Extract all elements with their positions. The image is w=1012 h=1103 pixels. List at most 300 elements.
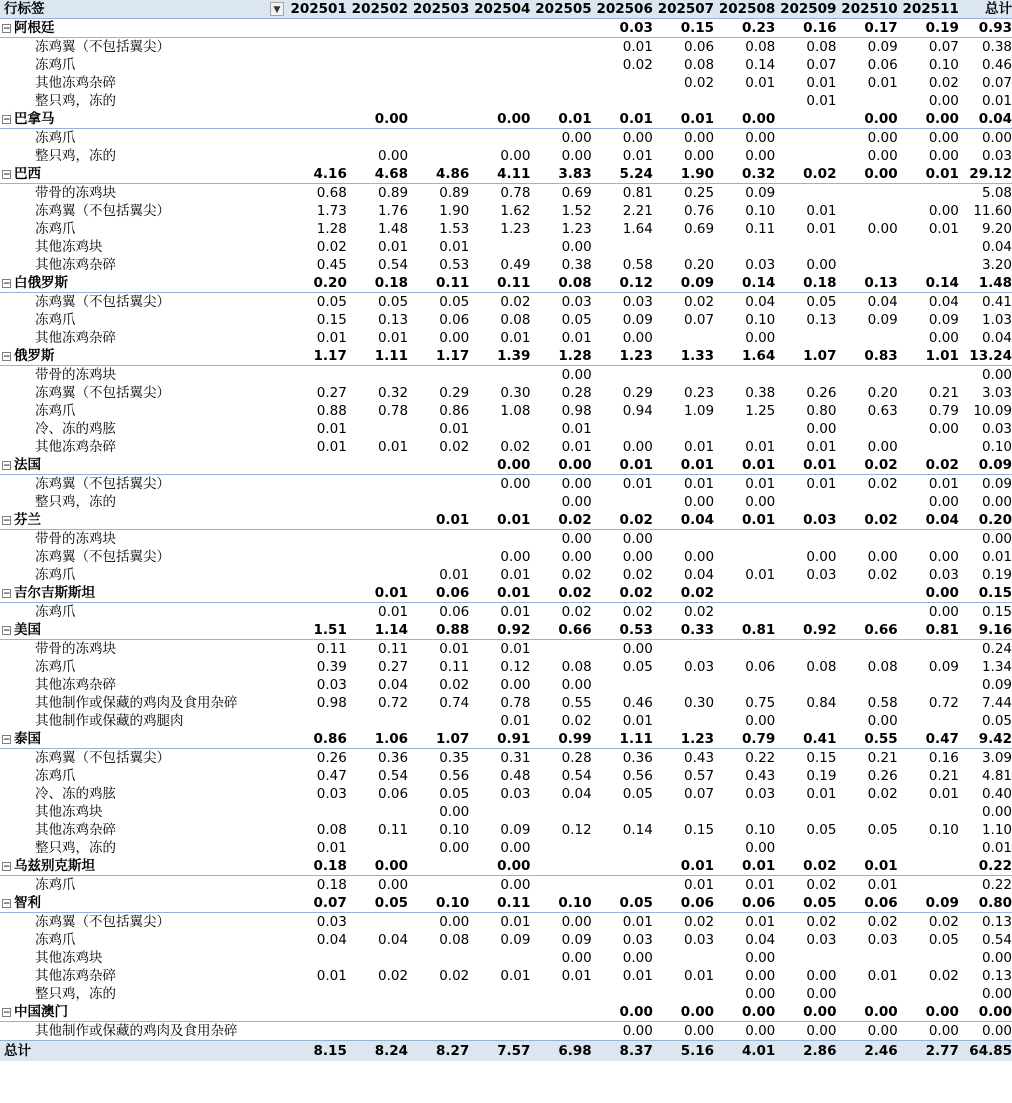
value-cell[interactable]: 0.06 (377, 786, 409, 802)
value-cell[interactable] (898, 985, 959, 1003)
value-cell[interactable]: 0.06 (867, 57, 898, 73)
value-cell[interactable]: 0.03 (867, 932, 898, 948)
group-value-cell[interactable]: 0.04 (898, 511, 959, 530)
value-cell[interactable]: 0.00 (622, 531, 653, 547)
group-value-cell[interactable] (408, 110, 469, 129)
value-cell[interactable]: 0.00 (928, 93, 959, 109)
value-cell[interactable]: 0.36 (377, 750, 409, 766)
group-value-cell[interactable]: 0.88 (408, 621, 469, 640)
group-value-cell[interactable]: 0.08 (530, 274, 591, 293)
grand-total-cell[interactable]: 4.01 (714, 1041, 775, 1062)
group-value-cell[interactable] (286, 584, 347, 603)
value-cell[interactable]: 0.01 (806, 476, 837, 492)
value-cell[interactable]: 0.02 (867, 914, 898, 930)
value-cell[interactable]: 0.02 (561, 567, 592, 583)
value-cell[interactable]: 0.08 (561, 659, 592, 675)
value-cell[interactable]: 0.35 (439, 750, 470, 766)
group-value-cell[interactable]: 0.86 (286, 730, 347, 749)
value-cell[interactable] (347, 129, 408, 148)
group-value-cell[interactable] (714, 584, 775, 603)
group-value-cell[interactable]: 0.00 (836, 1003, 897, 1022)
value-cell[interactable] (408, 493, 469, 511)
value-cell[interactable]: 0.01 (439, 567, 470, 583)
value-cell[interactable]: 0.01 (500, 330, 531, 346)
value-cell[interactable]: 0.00 (377, 148, 409, 164)
value-cell[interactable]: 0.27 (316, 385, 347, 401)
value-cell[interactable]: 0.10 (745, 822, 776, 838)
value-cell[interactable]: 1.09 (684, 403, 715, 419)
value-cell[interactable]: 0.02 (439, 968, 470, 984)
group-value-cell[interactable]: 0.01 (653, 456, 714, 475)
country-label-cell[interactable] (0, 456, 286, 475)
value-cell[interactable]: 0.00 (561, 549, 592, 565)
group-value-cell[interactable]: 0.00 (714, 110, 775, 129)
value-cell[interactable]: 0.78 (377, 403, 409, 419)
group-value-cell[interactable]: 0.80 (959, 894, 1012, 913)
value-cell[interactable]: 0.27 (377, 659, 409, 675)
value-cell[interactable]: 0.78 (500, 695, 531, 711)
group-value-cell[interactable]: 1.11 (592, 730, 653, 749)
group-value-cell[interactable]: 0.01 (714, 456, 775, 475)
value-cell[interactable]: 0.03 (981, 148, 1012, 164)
group-value-cell[interactable] (286, 456, 347, 475)
value-cell[interactable]: 0.00 (981, 950, 1012, 966)
value-cell[interactable] (775, 530, 836, 549)
product-name[interactable]: 其他冻鸡杂碎 (35, 330, 116, 346)
group-value-cell[interactable]: 0.06 (408, 584, 469, 603)
value-cell[interactable] (836, 329, 897, 347)
value-cell[interactable]: 0.13 (981, 968, 1012, 984)
country-label-cell[interactable] (0, 857, 286, 876)
value-cell[interactable]: 0.03 (561, 294, 592, 310)
value-cell[interactable]: 1.08 (500, 403, 531, 419)
value-cell[interactable] (530, 803, 591, 821)
value-cell[interactable] (775, 184, 836, 203)
group-value-cell[interactable] (286, 19, 347, 38)
group-value-cell[interactable]: 0.01 (775, 456, 836, 475)
value-cell[interactable]: 0.01 (806, 93, 837, 109)
product-name[interactable]: 冻鸡爪 (35, 403, 76, 419)
month-header[interactable]: 202507 (653, 0, 714, 19)
group-value-cell[interactable]: 0.20 (286, 274, 347, 293)
value-cell[interactable]: 0.01 (806, 439, 837, 455)
group-value-cell[interactable]: 0.09 (898, 894, 959, 913)
group-value-cell[interactable]: 1.14 (347, 621, 408, 640)
value-cell[interactable] (530, 38, 591, 57)
value-cell[interactable] (408, 366, 469, 385)
value-cell[interactable]: 0.00 (981, 367, 1012, 383)
value-cell[interactable]: 0.72 (377, 695, 409, 711)
value-cell[interactable]: 0.05 (622, 786, 653, 802)
group-value-cell[interactable]: 0.02 (530, 511, 591, 530)
value-cell[interactable]: 0.00 (806, 421, 837, 437)
group-value-cell[interactable] (347, 456, 408, 475)
value-cell[interactable]: 0.01 (806, 786, 837, 802)
value-cell[interactable]: 0.02 (684, 604, 715, 620)
value-cell[interactable]: 0.09 (981, 476, 1012, 492)
value-cell[interactable] (775, 603, 836, 622)
value-cell[interactable]: 0.01 (622, 713, 653, 729)
value-cell[interactable] (408, 38, 469, 57)
value-cell[interactable] (592, 803, 653, 821)
value-cell[interactable] (653, 803, 714, 821)
value-cell[interactable]: 0.00 (928, 130, 959, 146)
country-label-cell[interactable] (0, 894, 286, 913)
value-cell[interactable] (286, 147, 347, 165)
product-name[interactable]: 带骨的冻鸡块 (35, 185, 116, 201)
value-cell[interactable]: 0.09 (561, 932, 592, 948)
value-cell[interactable]: 0.01 (867, 75, 898, 91)
group-value-cell[interactable]: 1.33 (653, 347, 714, 366)
group-value-cell[interactable]: 0.02 (653, 584, 714, 603)
value-cell[interactable]: 0.00 (684, 148, 715, 164)
value-cell[interactable] (775, 329, 836, 347)
group-value-cell[interactable] (530, 857, 591, 876)
value-cell[interactable]: 0.00 (928, 494, 959, 510)
value-cell[interactable] (408, 74, 469, 92)
group-value-cell[interactable]: 0.02 (775, 165, 836, 184)
value-cell[interactable]: 0.72 (928, 695, 959, 711)
group-value-cell[interactable] (469, 19, 530, 38)
value-cell[interactable] (408, 147, 469, 165)
row-label-header[interactable] (0, 0, 286, 19)
collapse-minus-icon[interactable]: − (3, 352, 11, 362)
value-cell[interactable] (347, 803, 408, 821)
value-cell[interactable]: 0.14 (745, 57, 776, 73)
value-cell[interactable] (898, 530, 959, 549)
value-cell[interactable] (286, 366, 347, 385)
group-value-cell[interactable]: 0.01 (836, 857, 897, 876)
value-cell[interactable]: 0.03 (316, 786, 347, 802)
value-cell[interactable]: 1.64 (622, 221, 653, 237)
value-cell[interactable] (286, 530, 347, 549)
group-value-cell[interactable]: 0.05 (347, 894, 408, 913)
value-cell[interactable] (592, 839, 653, 857)
value-cell[interactable]: 0.05 (981, 713, 1012, 729)
value-cell[interactable]: 0.00 (500, 677, 531, 693)
group-value-cell[interactable]: 0.00 (898, 1003, 959, 1022)
group-value-cell[interactable]: 0.12 (592, 274, 653, 293)
value-cell[interactable]: 0.18 (316, 877, 347, 893)
value-cell[interactable]: 0.56 (622, 768, 653, 784)
value-cell[interactable] (775, 129, 836, 148)
value-cell[interactable]: 0.98 (316, 695, 347, 711)
value-cell[interactable]: 0.01 (500, 968, 531, 984)
grand-total-cell[interactable]: 8.15 (286, 1041, 347, 1062)
value-cell[interactable]: 0.00 (806, 257, 837, 273)
value-cell[interactable] (469, 129, 530, 148)
product-name[interactable]: 其他冻鸡杂碎 (35, 822, 116, 838)
value-cell[interactable] (347, 366, 408, 385)
value-cell[interactable] (469, 366, 530, 385)
value-cell[interactable]: 0.89 (439, 185, 470, 201)
value-cell[interactable]: 0.00 (439, 330, 470, 346)
product-name[interactable]: 冻鸡爪 (35, 57, 76, 73)
value-cell[interactable] (653, 985, 714, 1003)
group-value-cell[interactable]: 0.06 (714, 894, 775, 913)
value-cell[interactable] (898, 640, 959, 659)
group-value-cell[interactable]: 0.00 (347, 110, 408, 129)
value-cell[interactable]: 0.00 (561, 494, 592, 510)
group-value-cell[interactable] (408, 19, 469, 38)
group-value-cell[interactable] (592, 857, 653, 876)
collapse-minus-icon[interactable]: − (3, 115, 11, 125)
value-cell[interactable]: 0.07 (806, 57, 837, 73)
value-cell[interactable] (898, 438, 959, 456)
group-value-cell[interactable]: 0.00 (653, 1003, 714, 1022)
value-cell[interactable] (714, 676, 775, 694)
value-cell[interactable] (408, 129, 469, 148)
group-value-cell[interactable] (898, 857, 959, 876)
value-cell[interactable] (775, 803, 836, 821)
group-value-cell[interactable]: 0.02 (592, 584, 653, 603)
value-cell[interactable] (898, 876, 959, 895)
value-cell[interactable]: 0.81 (622, 185, 653, 201)
group-value-cell[interactable]: 0.02 (836, 456, 897, 475)
value-cell[interactable] (898, 366, 959, 385)
value-cell[interactable]: 7.44 (981, 695, 1012, 711)
month-header[interactable]: 202505 (530, 0, 591, 19)
group-value-cell[interactable]: 9.16 (959, 621, 1012, 640)
value-cell[interactable]: 0.00 (981, 804, 1012, 820)
value-cell[interactable] (408, 56, 469, 74)
value-cell[interactable] (347, 74, 408, 92)
value-cell[interactable]: 0.00 (928, 148, 959, 164)
value-cell[interactable]: 0.03 (981, 421, 1012, 437)
value-cell[interactable]: 0.00 (561, 239, 592, 255)
value-cell[interactable]: 0.06 (439, 312, 470, 328)
value-cell[interactable]: 0.10 (745, 203, 776, 219)
value-cell[interactable]: 0.01 (928, 221, 959, 237)
value-cell[interactable] (592, 92, 653, 110)
value-cell[interactable] (286, 985, 347, 1003)
value-cell[interactable]: 0.24 (981, 641, 1012, 657)
collapse-minus-icon[interactable]: − (3, 461, 11, 471)
value-cell[interactable] (286, 803, 347, 821)
value-cell[interactable]: 0.88 (316, 403, 347, 419)
group-value-cell[interactable]: 0.93 (959, 19, 1012, 38)
group-value-cell[interactable]: 0.47 (898, 730, 959, 749)
value-cell[interactable] (775, 712, 836, 730)
value-cell[interactable]: 0.09 (622, 312, 653, 328)
group-value-cell[interactable]: 0.55 (836, 730, 897, 749)
value-cell[interactable] (530, 985, 591, 1003)
value-cell[interactable]: 3.03 (981, 385, 1012, 401)
group-value-cell[interactable]: 0.09 (653, 274, 714, 293)
value-cell[interactable] (347, 566, 408, 584)
value-cell[interactable]: 0.01 (561, 968, 592, 984)
value-cell[interactable]: 0.15 (316, 312, 347, 328)
value-cell[interactable]: 0.00 (806, 986, 837, 1002)
value-cell[interactable]: 0.13 (377, 312, 409, 328)
product-name[interactable]: 其他冻鸡块 (35, 239, 103, 255)
value-cell[interactable] (286, 548, 347, 566)
value-cell[interactable]: 0.02 (622, 567, 653, 583)
group-value-cell[interactable]: 0.33 (653, 621, 714, 640)
value-cell[interactable]: 3.09 (981, 750, 1012, 766)
value-cell[interactable] (592, 366, 653, 385)
value-cell[interactable]: 0.01 (561, 421, 592, 437)
group-value-cell[interactable]: 3.83 (530, 165, 591, 184)
country-label-cell[interactable] (0, 19, 286, 38)
value-cell[interactable]: 0.02 (500, 439, 531, 455)
value-cell[interactable]: 0.26 (316, 750, 347, 766)
value-cell[interactable]: 0.00 (684, 494, 715, 510)
value-cell[interactable]: 1.76 (377, 203, 409, 219)
product-name[interactable]: 冻鸡翼（不包括翼尖） (35, 385, 170, 401)
value-cell[interactable]: 0.00 (745, 494, 776, 510)
value-cell[interactable]: 0.05 (439, 294, 470, 310)
value-cell[interactable]: 0.10 (745, 312, 776, 328)
value-cell[interactable]: 1.10 (981, 822, 1012, 838)
group-value-cell[interactable]: 0.01 (653, 857, 714, 876)
group-value-cell[interactable]: 1.11 (347, 347, 408, 366)
group-value-cell[interactable]: 0.01 (347, 584, 408, 603)
product-name[interactable]: 其他冻鸡杂碎 (35, 75, 116, 91)
value-cell[interactable]: 0.08 (806, 39, 837, 55)
value-cell[interactable]: 0.00 (500, 476, 531, 492)
month-header[interactable]: 202506 (592, 0, 653, 19)
group-value-cell[interactable]: 0.00 (714, 1003, 775, 1022)
value-cell[interactable] (347, 475, 408, 494)
collapse-minus-icon[interactable]: − (3, 24, 11, 34)
group-value-cell[interactable]: 1.64 (714, 347, 775, 366)
group-value-cell[interactable]: 0.05 (775, 894, 836, 913)
value-cell[interactable]: 0.01 (377, 239, 409, 255)
group-value-cell[interactable]: 1.90 (653, 165, 714, 184)
group-value-cell[interactable]: 0.17 (836, 19, 897, 38)
value-cell[interactable]: 0.01 (439, 641, 470, 657)
group-value-cell[interactable]: 5.24 (592, 165, 653, 184)
product-name[interactable]: 冻鸡翼（不包括翼尖） (35, 476, 170, 492)
country-label-cell[interactable] (0, 621, 286, 640)
country-label-cell[interactable] (0, 274, 286, 293)
group-value-cell[interactable]: 29.12 (959, 165, 1012, 184)
value-cell[interactable]: 0.03 (745, 257, 776, 273)
value-cell[interactable]: 0.00 (745, 968, 776, 984)
value-cell[interactable]: 0.00 (745, 950, 776, 966)
value-cell[interactable] (469, 74, 530, 92)
value-cell[interactable]: 0.01 (377, 330, 409, 346)
value-cell[interactable]: 0.01 (500, 914, 531, 930)
value-cell[interactable]: 0.06 (684, 39, 715, 55)
value-cell[interactable]: 0.01 (684, 968, 715, 984)
country-label-cell[interactable] (0, 110, 286, 129)
value-cell[interactable] (347, 56, 408, 74)
value-cell[interactable] (286, 74, 347, 92)
group-value-cell[interactable]: 0.00 (469, 456, 530, 475)
value-cell[interactable] (347, 839, 408, 857)
grand-total-cell[interactable]: 5.16 (653, 1041, 714, 1062)
value-cell[interactable]: 0.98 (561, 403, 592, 419)
value-cell[interactable]: 0.31 (500, 750, 531, 766)
value-cell[interactable]: 0.09 (867, 39, 898, 55)
value-cell[interactable] (286, 129, 347, 148)
value-cell[interactable]: 0.26 (867, 768, 898, 784)
value-cell[interactable]: 0.02 (561, 604, 592, 620)
value-cell[interactable]: 0.03 (500, 786, 531, 802)
value-cell[interactable]: 0.06 (745, 659, 776, 675)
value-cell[interactable]: 0.09 (867, 312, 898, 328)
value-cell[interactable]: 0.01 (500, 713, 531, 729)
collapse-minus-icon[interactable]: − (3, 516, 11, 526)
product-name[interactable]: 冻鸡翼（不包括翼尖） (35, 914, 170, 930)
value-cell[interactable]: 1.62 (500, 203, 531, 219)
value-cell[interactable]: 0.47 (316, 768, 347, 784)
group-value-cell[interactable]: 0.14 (714, 274, 775, 293)
value-cell[interactable]: 0.11 (745, 221, 776, 237)
group-value-cell[interactable]: 0.02 (836, 511, 897, 530)
value-cell[interactable] (286, 566, 347, 584)
value-cell[interactable]: 0.75 (745, 695, 776, 711)
value-cell[interactable]: 0.01 (806, 221, 837, 237)
value-cell[interactable]: 0.54 (377, 768, 409, 784)
value-cell[interactable]: 0.00 (867, 439, 898, 455)
value-cell[interactable]: 0.11 (439, 659, 470, 675)
value-cell[interactable]: 0.00 (981, 986, 1012, 1002)
value-cell[interactable] (775, 238, 836, 256)
value-cell[interactable]: 0.00 (561, 914, 592, 930)
group-value-cell[interactable]: 0.00 (898, 584, 959, 603)
country-label-cell[interactable] (0, 347, 286, 366)
value-cell[interactable] (836, 839, 897, 857)
value-cell[interactable]: 0.00 (745, 840, 776, 856)
product-name[interactable]: 冻鸡爪 (35, 567, 76, 583)
value-cell[interactable] (898, 676, 959, 694)
value-cell[interactable]: 0.48 (500, 768, 531, 784)
product-name[interactable]: 其他冻鸡杂碎 (35, 439, 116, 455)
value-cell[interactable]: 0.00 (928, 549, 959, 565)
value-cell[interactable]: 0.02 (684, 75, 715, 91)
group-value-cell[interactable]: 0.00 (469, 857, 530, 876)
grand-total-cell[interactable]: 2.46 (836, 1041, 897, 1062)
value-cell[interactable]: 1.52 (561, 203, 592, 219)
value-cell[interactable]: 0.00 (500, 549, 531, 565)
value-cell[interactable] (408, 1022, 469, 1041)
month-header[interactable]: 202511 (898, 0, 959, 19)
value-cell[interactable]: 0.54 (561, 768, 592, 784)
value-cell[interactable]: 0.00 (561, 148, 592, 164)
value-cell[interactable] (653, 712, 714, 730)
group-value-cell[interactable]: 0.01 (714, 857, 775, 876)
value-cell[interactable] (775, 676, 836, 694)
value-cell[interactable]: 0.28 (561, 385, 592, 401)
group-value-cell[interactable]: 13.24 (959, 347, 1012, 366)
value-cell[interactable] (347, 530, 408, 549)
value-cell[interactable]: 0.00 (928, 421, 959, 437)
value-cell[interactable] (530, 1022, 591, 1041)
value-cell[interactable] (653, 839, 714, 857)
product-name[interactable]: 其他冻鸡块 (35, 950, 103, 966)
group-value-cell[interactable]: 0.11 (408, 274, 469, 293)
grand-total-cell[interactable]: 7.57 (469, 1041, 530, 1062)
value-cell[interactable]: 0.08 (500, 312, 531, 328)
value-cell[interactable] (347, 712, 408, 730)
value-cell[interactable]: 0.38 (981, 39, 1012, 55)
group-value-cell[interactable]: 0.41 (775, 730, 836, 749)
value-cell[interactable]: 0.01 (377, 439, 409, 455)
value-cell[interactable]: 0.00 (622, 549, 653, 565)
value-cell[interactable]: 0.22 (981, 877, 1012, 893)
value-cell[interactable]: 0.45 (316, 257, 347, 273)
value-cell[interactable]: 0.01 (622, 914, 653, 930)
value-cell[interactable]: 0.00 (622, 330, 653, 346)
value-cell[interactable]: 0.39 (316, 659, 347, 675)
value-cell[interactable]: 0.09 (981, 677, 1012, 693)
value-cell[interactable]: 0.07 (928, 39, 959, 55)
value-cell[interactable]: 1.53 (439, 221, 470, 237)
value-cell[interactable]: 0.86 (439, 403, 470, 419)
